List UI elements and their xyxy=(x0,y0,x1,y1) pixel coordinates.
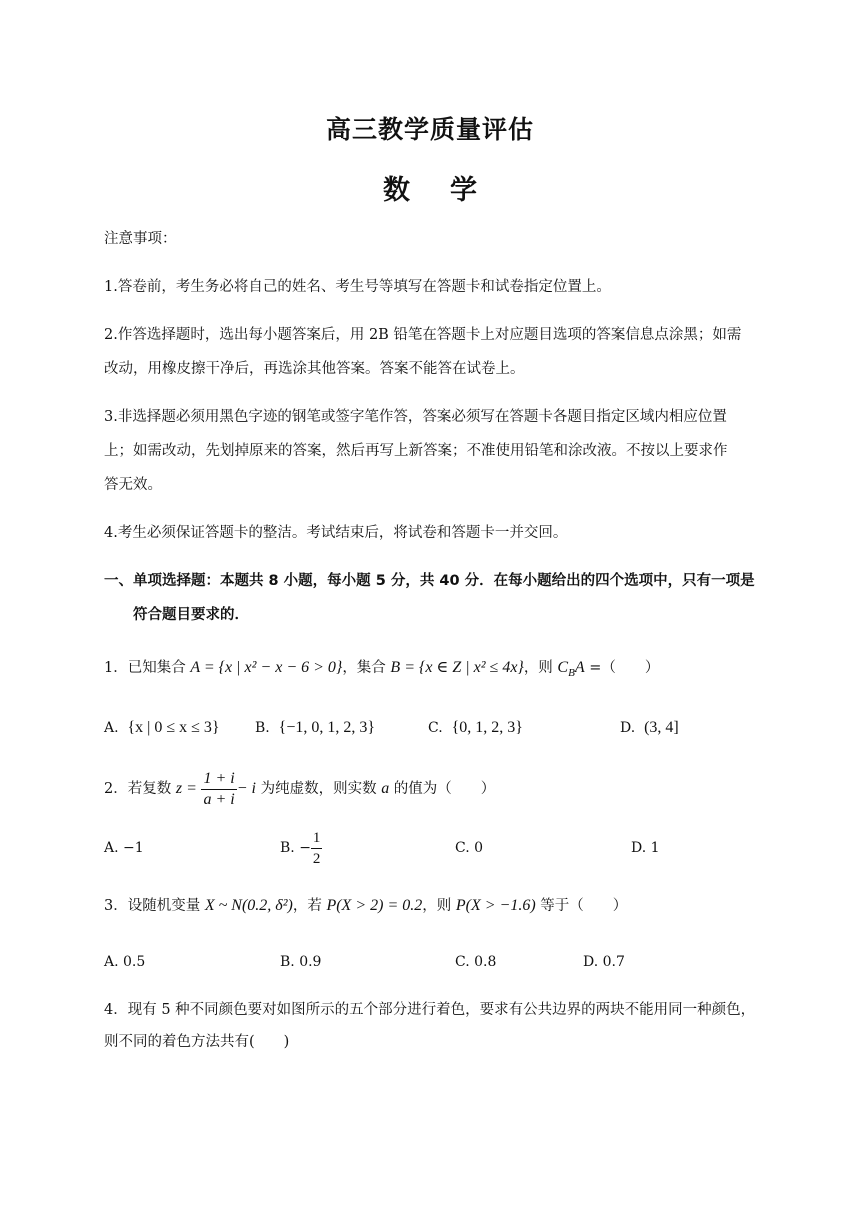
set-b-expression: B = {x ∈ Z | x² ≤ 4x} xyxy=(390,659,524,676)
complement-expression: $C_BA$ xyxy=(557,659,585,680)
question-number: 2． xyxy=(104,781,128,797)
q2-option-c[interactable]: C. 0 xyxy=(455,840,484,856)
question-4-line-2: 则不同的着色方法共有( ) xyxy=(104,1034,290,1050)
notice-item-3-line-2: 上；如需改动，先划掉原来的答案，然后再写上新答案；不准使用铅笔和涂改液。不按以上要求作 xyxy=(104,443,728,459)
q3-option-b[interactable]: B. 0.9 xyxy=(280,954,322,970)
exam-title: 高三教学质量评估 xyxy=(325,115,534,144)
q2-option-b[interactable]: B. − $\frac{1}{2}$ xyxy=(280,829,321,867)
section-heading-line-2: 符合题目要求的． xyxy=(133,607,249,623)
q1-option-a[interactable]: A. {x | 0 ≤ x ≤ 3} xyxy=(104,719,220,736)
q3-option-d[interactable]: D. 0.7 xyxy=(583,954,625,970)
notice-heading: 注意事项： xyxy=(104,231,177,247)
q3-option-c[interactable]: C. 0.8 xyxy=(455,954,497,970)
notice-item-1: 1.答卷前，考生务必将自己的姓名、考生号等填写在答题卡和试卷指定位置上。 xyxy=(104,279,611,295)
question-2: 2．若复数 z = $\frac{1 + i}{a + i}$ − i 为纯虚数，则实数 a 的值为（ ） xyxy=(104,769,496,808)
question-number: 1． xyxy=(104,660,128,676)
question-3: 3．设随机变量 X ~ N(0.2, δ²)，若 P(X > 2) = 0.2，则 P(X > −1.6) 等于（ ） xyxy=(104,897,628,914)
set-a-expression: A = {x | x² − x − 6 > 0} xyxy=(190,659,343,676)
probability-given: P(X > 2) = 0.2 xyxy=(326,897,423,914)
q1-option-b[interactable]: B. {−1, 0, 1, 2, 3} xyxy=(255,719,376,736)
q1-option-d[interactable]: D. (3, 4] xyxy=(620,719,679,736)
question-4-line-1: 4．现有 5 种不同颜色要对如图所示的五个部分进行着色，要求有公共边界的两块不能用同一种颜色， xyxy=(104,1002,756,1018)
question-number: 3． xyxy=(104,898,128,914)
probability-asked: P(X > −1.6) xyxy=(455,897,536,914)
notice-item-4: 4.考生必须保证答题卡的整洁。考试结束后，将试卷和答题卡一并交回。 xyxy=(104,525,568,541)
section-heading-line-1: 一、单项选择题：本题共 8 小题，每小题 5 分，共 40 分．在每小题给出的四个选项中，只有一项是 xyxy=(104,573,755,589)
q3-option-a[interactable]: A. 0.5 xyxy=(104,954,146,970)
subject-title: 数学 xyxy=(383,175,517,206)
notice-item-2-line-1: 2.作答选择题时，选出每小题答案后，用 2B 铅笔在答题卡上对应题目选项的答案信息点涂黑；如需 xyxy=(104,327,742,343)
fraction: $\frac{1 + i}{a + i}$ xyxy=(203,769,235,808)
notice-item-2-line-2: 改动，用橡皮擦干净后，再选涂其他答案。答案不能答在试卷上。 xyxy=(104,361,525,377)
notice-item-3-line-3: 答无效。 xyxy=(104,477,162,493)
notice-item-3-line-1: 3.非选择题必须用黑色字迹的钢笔或签字笔作答，答案必须写在答题卡各题目指定区域内相应位置 xyxy=(104,409,727,425)
q2-option-a[interactable]: A. −1 xyxy=(104,840,144,856)
distribution-expression: X ~ N(0.2, δ²) xyxy=(204,897,293,914)
q1-option-c[interactable]: C. {0, 1, 2, 3} xyxy=(428,719,523,736)
question-1: 1．已知集合 A = {x | x² − x − 6 > 0}，集合 B = {x ∈ Z | x² ≤ 4x}，则 $C_BA$ =（ ） xyxy=(104,659,660,680)
q2-option-d[interactable]: D. 1 xyxy=(631,840,660,856)
